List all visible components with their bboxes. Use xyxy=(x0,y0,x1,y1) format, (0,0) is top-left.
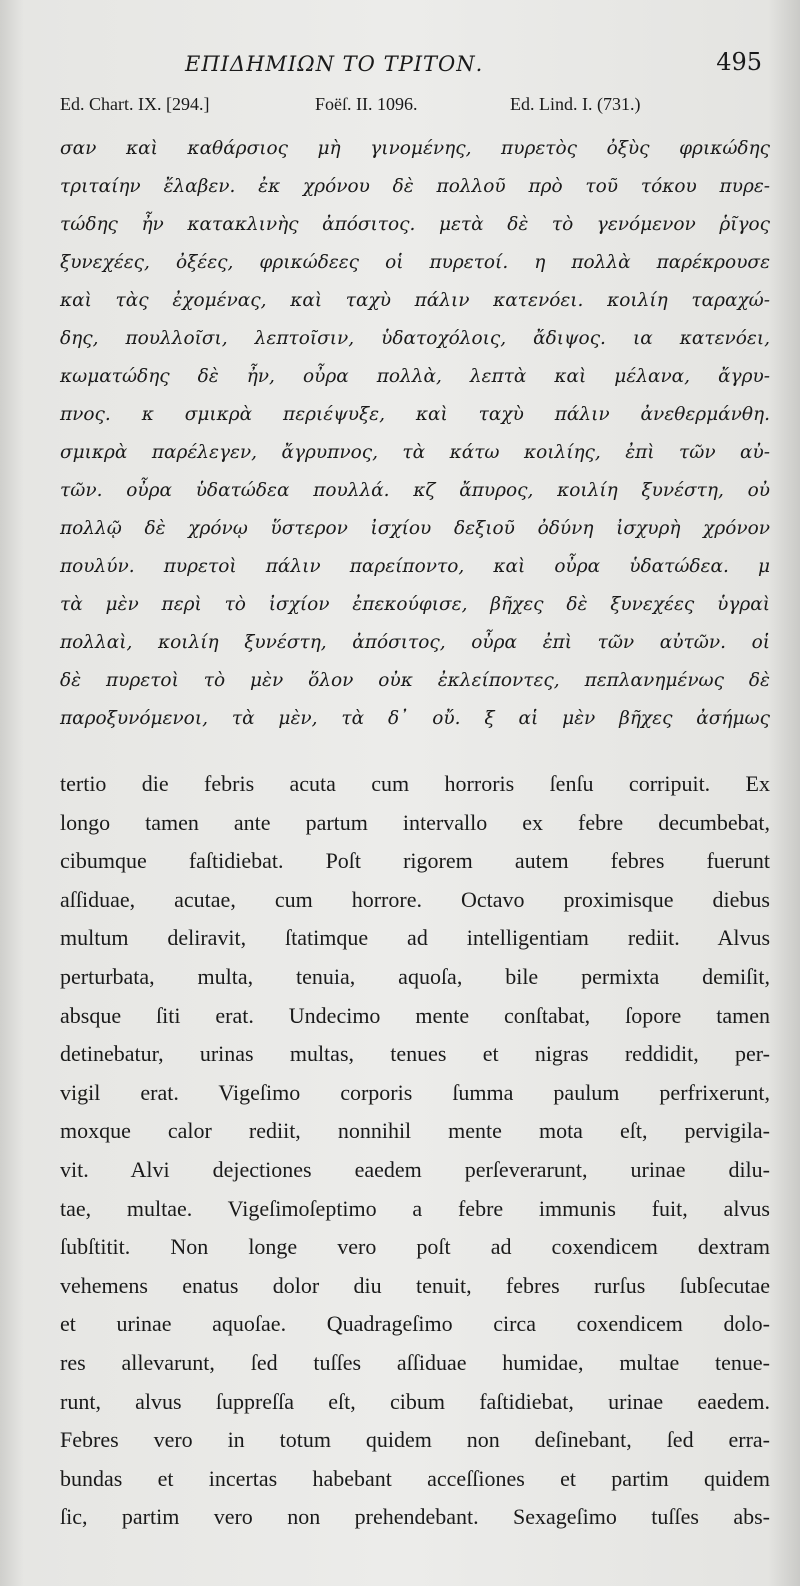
latin-line: aſſiduae, acutae, cum horrore. Octavo proximisque diebus xyxy=(60,886,770,912)
latin-line: absque ſiti erat. Undecimo mente conſtabat, ſopore tamen xyxy=(60,1002,770,1028)
greek-line: πουλύν. πυρετοὶ πάλιν παρείποντο, καὶ οὖρα ὑδατώδεα. μ xyxy=(60,556,770,577)
greek-line: σμικρὰ παρέλεγεν, ἄγρυπνος, τὰ κάτω κοιλίης, ἐπὶ τῶν αὐ- xyxy=(60,442,770,463)
page-header xyxy=(60,48,770,88)
greek-line: τριταίην ἔλαβεν. ἐκ χρόνου δὲ πολλοῦ πρὸ τοῦ τόκου πυρε- xyxy=(60,176,770,197)
latin-line: tertio die febris acuta cum horroris ſenſu corripuit. Ex xyxy=(60,771,770,796)
edition-foes-ref: Foëſ. II. 1096. xyxy=(315,94,418,114)
greek-line: παροξυνόμενοι, τὰ μὲν, τὰ δ᾽ οὔ. ξ αἱ μὲν βῆχες ἀσήμως xyxy=(60,708,770,729)
latin-line: longo tamen ante partum intervallo ex febre decumbebat, xyxy=(60,809,770,835)
edition-lind-ref: Ed. Lind. I. (731.) xyxy=(510,94,641,114)
greek-line: σαν καὶ καθάρσιος μὴ γινομένης, πυρετὸς ὀξὺς φρικώδης xyxy=(60,138,770,159)
greek-line: πολλαὶ, κοιλίη ξυνέστη, ἀπόσιτος, οὖρα ἐπὶ τῶν αὐτῶν. οἱ xyxy=(60,632,770,653)
latin-line: ſic, partim vero non prehendebant. Sexageſimo tuſſes abs- xyxy=(60,1504,770,1530)
greek-line: δὲ πυρετοὶ τὸ μὲν ὅλον οὐκ ἐκλείποντες, πεπλανημένως δὲ xyxy=(60,670,770,691)
latin-line: bundas et incertas habebant acceſſiones et partim quidem xyxy=(60,1465,770,1491)
latin-line: runt, alvus ſuppreſſa eſt, cibum faſtidiebat, urinae eaedem. xyxy=(60,1388,770,1414)
running-head: ΕΠΙΔΗΜΙΩΝ ΤΟ ΤΡΙΤΟΝ. xyxy=(185,52,484,76)
latin-line: et urinae aquoſae. Quadrageſimo circa coxendicem dolo- xyxy=(60,1311,770,1337)
greek-line: καὶ τὰς ἐχομένας, καὶ ταχὺ πάλιν κατενόει. κοιλίη ταραχώ- xyxy=(60,290,770,311)
latin-line: cibumque faſtidiebat. Poſt rigorem autem febres fuerunt xyxy=(60,848,770,874)
greek-text xyxy=(60,130,770,738)
page-number: 495 xyxy=(716,48,762,76)
latin-line: moxque calor rediit, nonnihil mente mota eſt, pervigila- xyxy=(60,1118,770,1144)
greek-line: κωματώδης δὲ ἦν, οὖρα πολλὰ, λεπτὰ καὶ μέλανα, ἄγρυ- xyxy=(60,366,770,387)
latin-line: multum deliravit, ſtatimque ad intelligentiam rediit. Alvus xyxy=(60,925,770,951)
greek-line: πνος. κ σμικρὰ περιέψυξε, καὶ ταχὺ πάλιν ἀνεθερμάνθη. xyxy=(60,404,770,425)
greek-line: δης, πουλλοῖσι, λεπτοῖσιν, ὑδατοχόλοις, ἄδιψος. ια κατενόει, xyxy=(60,328,770,349)
greek-line: τῶν. οὖρα ὑδατώδεα πουλλά. κζ ἄπυρος, κοιλίη ξυνέστη, οὐ xyxy=(60,480,770,501)
latin-line: res allevarunt, ſed tuſſes aſſiduae humidae, multae tenue- xyxy=(60,1349,770,1375)
latin-line: vehemens enatus dolor diu tenuit, febres rurſus ſubſecutae xyxy=(60,1272,770,1298)
greek-line: τώδης ἦν κατακλινὴς ἀπόσιτος. μετὰ δὲ τὸ γενόμενον ῥῖγος xyxy=(60,214,770,235)
latin-line: perturbata, multa, tenuia, aquoſa, bile permixta demiſit, xyxy=(60,963,770,989)
latin-line: vigil erat. Vigeſimo corporis ſumma paulum perfrixerunt, xyxy=(60,1079,770,1105)
greek-line: τὰ μὲν περὶ τὸ ἰσχίον ἐπεκούφισε, βῆχες δὲ ξυνεχέες ὑγραὶ xyxy=(60,594,770,615)
latin-translation xyxy=(60,765,770,1537)
greek-line: πολλῷ δὲ χρόνῳ ὕστερον ἰσχίου δεξιοῦ ὀδύνη ἰσχυρὴ χρόνον xyxy=(60,518,770,539)
latin-line: vit. Alvi dejectiones eaedem perſeverarunt, urinae dilu- xyxy=(60,1156,770,1182)
latin-line: tae, multae. Vigeſimoſeptimo a febre immunis fuit, alvus xyxy=(60,1195,770,1221)
greek-line: ξυνεχέες, ὀξέες, φρικώδεες οἱ πυρετοί. η πολλὰ παρέκρουσε xyxy=(60,252,770,273)
edition-references xyxy=(60,94,770,122)
latin-line: ſubſtitit. Non longe vero poſt ad coxendicem dextram xyxy=(60,1234,770,1260)
edition-chart-ref: Ed. Chart. IX. [294.] xyxy=(60,94,210,114)
latin-line: Febres vero in totum quidem non deſinebant, ſed erra- xyxy=(60,1427,770,1453)
latin-line: detinebatur, urinas multas, tenues et nigras reddidit, per- xyxy=(60,1041,770,1067)
